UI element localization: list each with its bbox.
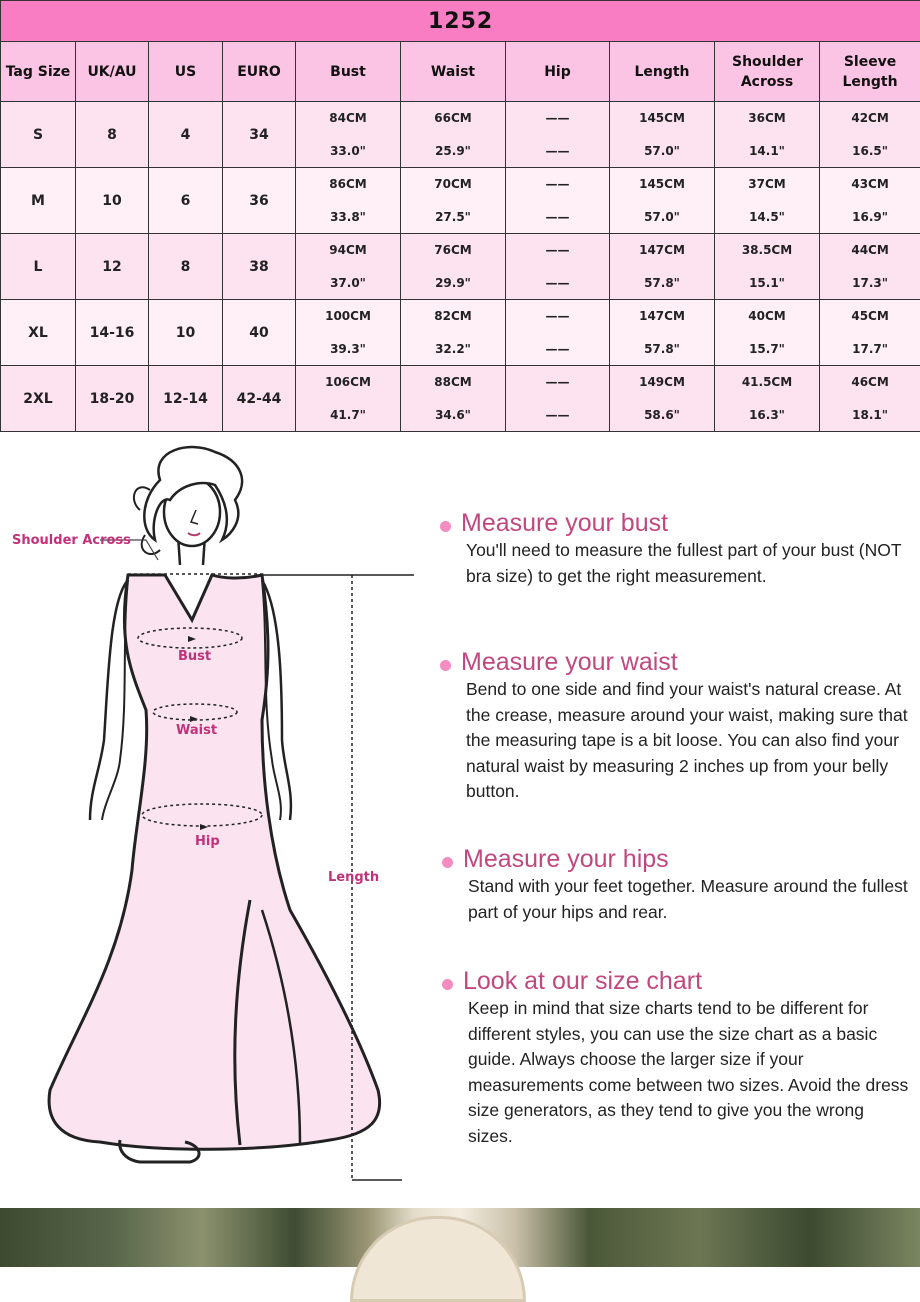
shoulder-across-cell xyxy=(715,102,820,168)
inch-value: 32.2" xyxy=(401,342,505,356)
cm-value: —— xyxy=(506,309,609,323)
inch-value: 57.0" xyxy=(610,144,714,158)
hip-cell xyxy=(506,300,610,366)
tip-body: Bend to one side and find your waist's natural crease. At the crease, measure around your waist, making sure that the measuring tape is a bit loose. You can also find your natural waist by measuring 2 inches up from your belly button. xyxy=(466,677,910,805)
uk-au-cell: 14-16 xyxy=(76,300,149,366)
size-tag-cell: M xyxy=(1,168,76,234)
header-hip: Hip xyxy=(506,42,610,102)
waist-cell xyxy=(401,102,506,168)
model-photo xyxy=(0,1208,920,1267)
inch-value: 41.7" xyxy=(296,408,400,422)
table-row xyxy=(1,234,920,300)
length-cell xyxy=(610,102,715,168)
sleeve-length-cell xyxy=(820,168,920,234)
inch-value: 27.5" xyxy=(401,210,505,224)
bullet-dot-icon xyxy=(442,979,453,990)
inch-value: 16.3" xyxy=(715,408,819,422)
bust-cell xyxy=(296,102,401,168)
euro-cell: 42-44 xyxy=(223,366,296,432)
sleeve-length-cell xyxy=(820,300,920,366)
cm-value: 44CM xyxy=(820,243,920,257)
inch-value: 15.7" xyxy=(715,342,819,356)
inch-value: 17.3" xyxy=(820,276,920,290)
size-tag-cell: 2XL xyxy=(1,366,76,432)
inch-value: —— xyxy=(506,342,609,356)
length-cell xyxy=(610,366,715,432)
hip-cell xyxy=(506,366,610,432)
uk-au-cell: 10 xyxy=(76,168,149,234)
hip-cell xyxy=(506,234,610,300)
header-waist: Waist xyxy=(401,42,506,102)
waist-cell xyxy=(401,234,506,300)
inch-value: 33.0" xyxy=(296,144,400,158)
bust-cell xyxy=(296,366,401,432)
cm-value: 37CM xyxy=(715,177,819,191)
bullet-dot-icon xyxy=(440,660,451,671)
cm-value: 147CM xyxy=(610,243,714,257)
inch-value: 57.0" xyxy=(610,210,714,224)
header-bust: Bust xyxy=(296,42,401,102)
cm-value: 42CM xyxy=(820,111,920,125)
size-tag-cell: L xyxy=(1,234,76,300)
cm-value: 36CM xyxy=(715,111,819,125)
cm-value: —— xyxy=(506,243,609,257)
inch-value: —— xyxy=(506,210,609,224)
header-length: Length xyxy=(610,42,715,102)
cm-value: 106CM xyxy=(296,375,400,389)
measurement-figure xyxy=(0,440,430,1200)
inch-value: —— xyxy=(506,276,609,290)
table-row xyxy=(1,300,920,366)
inch-value: 57.8" xyxy=(610,276,714,290)
inch-value: 25.9" xyxy=(401,144,505,158)
cm-value: 84CM xyxy=(296,111,400,125)
tip-measure-bust xyxy=(440,509,910,589)
length-label: Length xyxy=(328,870,379,885)
tip-body: Stand with your feet together. Measure around the fullest part of your hips and rear. xyxy=(468,874,912,925)
cm-value: 43CM xyxy=(820,177,920,191)
table-row xyxy=(1,102,920,168)
cm-value: 46CM xyxy=(820,375,920,389)
header-shoulder-across: Shoulder Across xyxy=(715,42,820,102)
us-cell: 12-14 xyxy=(149,366,223,432)
size-chart-table xyxy=(0,0,920,432)
cm-value: 94CM xyxy=(296,243,400,257)
shoulder-across-cell xyxy=(715,300,820,366)
cm-value: 147CM xyxy=(610,309,714,323)
uk-au-cell: 12 xyxy=(76,234,149,300)
hip-cell xyxy=(506,168,610,234)
header-tag-size: Tag Size xyxy=(1,42,76,102)
hip-cell xyxy=(506,102,610,168)
hip-label: Hip xyxy=(195,834,220,849)
table-row xyxy=(1,168,920,234)
header-us: US xyxy=(149,42,223,102)
bust-label: Bust xyxy=(178,649,211,664)
model-hair xyxy=(350,1216,526,1302)
us-cell: 10 xyxy=(149,300,223,366)
cm-value: 41.5CM xyxy=(715,375,819,389)
inch-value: 58.6" xyxy=(610,408,714,422)
inch-value: —— xyxy=(506,408,609,422)
us-cell: 4 xyxy=(149,102,223,168)
inch-value: 57.8" xyxy=(610,342,714,356)
tip-title: Measure your bust xyxy=(461,509,668,538)
shoulder-across-cell xyxy=(715,168,820,234)
euro-cell: 34 xyxy=(223,102,296,168)
header-euro: EURO xyxy=(223,42,296,102)
inch-value: 37.0" xyxy=(296,276,400,290)
cm-value: 40CM xyxy=(715,309,819,323)
waist-label: Waist xyxy=(176,723,217,738)
waist-cell xyxy=(401,300,506,366)
inch-value: 17.7" xyxy=(820,342,920,356)
euro-cell: 40 xyxy=(223,300,296,366)
length-cell xyxy=(610,300,715,366)
waist-cell xyxy=(401,168,506,234)
cm-value: 86CM xyxy=(296,177,400,191)
cm-value: 145CM xyxy=(610,177,714,191)
euro-cell: 36 xyxy=(223,168,296,234)
sleeve-length-cell xyxy=(820,102,920,168)
cm-value: 70CM xyxy=(401,177,505,191)
shoulder-across-label: Shoulder Across xyxy=(12,533,131,548)
sleeve-length-cell xyxy=(820,234,920,300)
tip-title: Measure your hips xyxy=(463,845,669,874)
inch-value: 29.9" xyxy=(401,276,505,290)
inch-value: 39.3" xyxy=(296,342,400,356)
size-tag-cell: XL xyxy=(1,300,76,366)
bust-cell xyxy=(296,168,401,234)
cm-value: 38.5CM xyxy=(715,243,819,257)
shoulder-across-cell xyxy=(715,366,820,432)
cm-value: 100CM xyxy=(296,309,400,323)
cm-value: 149CM xyxy=(610,375,714,389)
uk-au-cell: 8 xyxy=(76,102,149,168)
inch-value: 16.5" xyxy=(820,144,920,158)
header-uk-au: UK/AU xyxy=(76,42,149,102)
cm-value: 145CM xyxy=(610,111,714,125)
euro-cell: 38 xyxy=(223,234,296,300)
cm-value: 66CM xyxy=(401,111,505,125)
size-tag-cell: S xyxy=(1,102,76,168)
cm-value: —— xyxy=(506,375,609,389)
cm-value: 82CM xyxy=(401,309,505,323)
bullet-dot-icon xyxy=(440,521,451,532)
inch-value: 14.5" xyxy=(715,210,819,224)
cm-value: —— xyxy=(506,111,609,125)
header-sleeve-length: Sleeve Length xyxy=(820,42,920,102)
sleeve-length-cell xyxy=(820,366,920,432)
inch-value: 33.8" xyxy=(296,210,400,224)
inch-value: 15.1" xyxy=(715,276,819,290)
inch-value: —— xyxy=(506,144,609,158)
tip-size-chart xyxy=(442,967,912,1149)
cm-value: 45CM xyxy=(820,309,920,323)
cm-value: —— xyxy=(506,177,609,191)
dress-figure-illustration xyxy=(0,440,430,1200)
table-row xyxy=(1,366,920,432)
tip-body: Keep in mind that size charts tend to be different for different styles, you can use the size chart as a basic guide. Always choose the larger size if your measurements come between two sizes. Avoid the dress size generators, as they tend to give you the wrong sizes. xyxy=(468,996,912,1149)
inch-value: 18.1" xyxy=(820,408,920,422)
tip-measure-waist xyxy=(440,648,910,805)
uk-au-cell: 18-20 xyxy=(76,366,149,432)
tip-title: Measure your waist xyxy=(461,648,678,677)
bullet-dot-icon xyxy=(442,857,453,868)
us-cell: 8 xyxy=(149,234,223,300)
table-title: 1252 xyxy=(1,1,920,42)
us-cell: 6 xyxy=(149,168,223,234)
shoulder-across-cell xyxy=(715,234,820,300)
cm-value: 76CM xyxy=(401,243,505,257)
tip-body: You'll need to measure the fullest part of your bust (NOT bra size) to get the right measurement. xyxy=(466,538,910,589)
waist-cell xyxy=(401,366,506,432)
tip-measure-hips xyxy=(442,845,912,925)
inch-value: 34.6" xyxy=(401,408,505,422)
tip-title: Look at our size chart xyxy=(463,967,702,996)
length-cell xyxy=(610,168,715,234)
inch-value: 16.9" xyxy=(820,210,920,224)
bust-cell xyxy=(296,234,401,300)
cm-value: 88CM xyxy=(401,375,505,389)
inch-value: 14.1" xyxy=(715,144,819,158)
bust-cell xyxy=(296,300,401,366)
length-cell xyxy=(610,234,715,300)
